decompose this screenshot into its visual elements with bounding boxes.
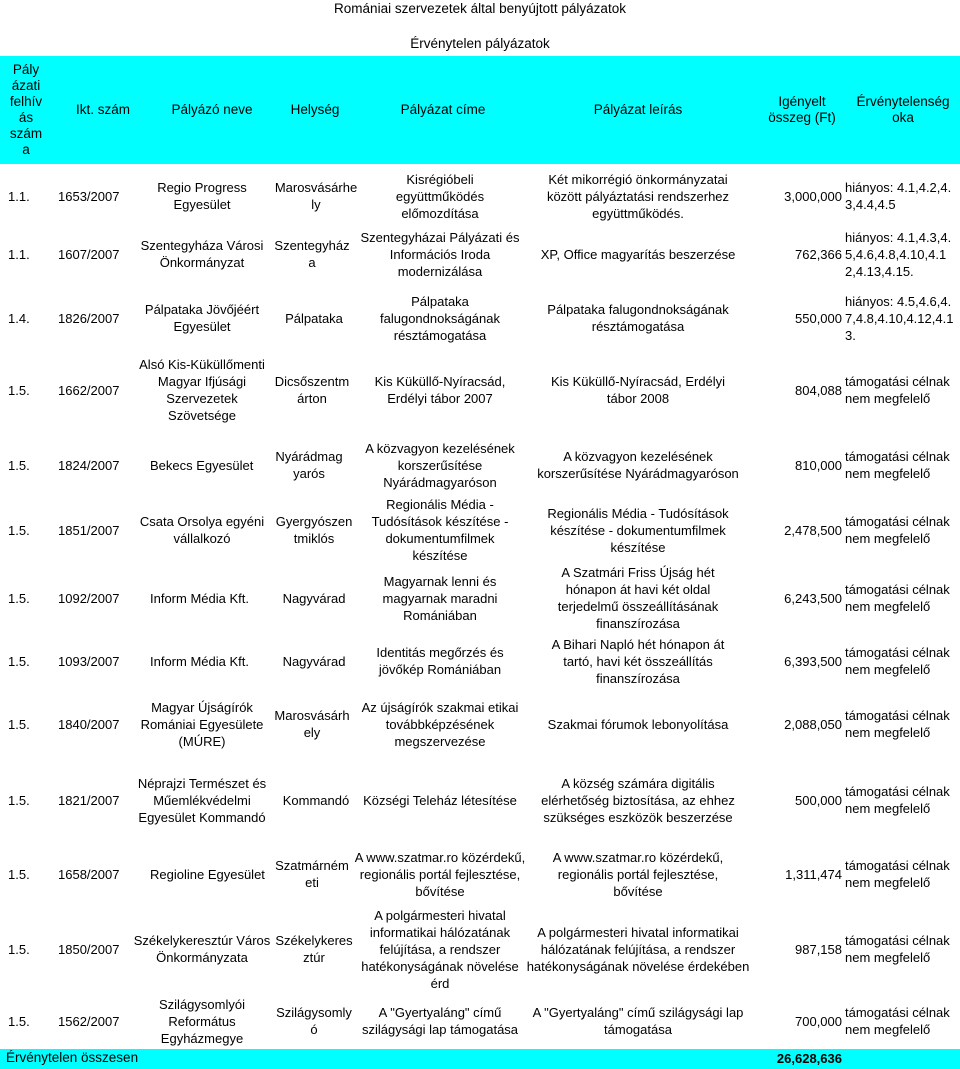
requested-amount-cell-text: 3,000,000 [784,188,842,204]
total-row [0,1049,960,1069]
table-row [0,906,960,992]
call-number-cell-text: 1.5. [8,590,30,606]
applicant-name-cell [150,634,274,688]
invalidity-reason-cell [845,762,957,838]
table-row [0,170,960,222]
place-cell-text: Gyergyószentmiklós [275,514,353,546]
call-number-cell-text: 1.5. [8,792,30,808]
project-title-cell-text: Pálpataka falugondnokságának résztámogatása [380,293,500,343]
applicant-name-cell-text: Inform Média Kft. [150,653,249,669]
project-desc-cell-text: XP, Office magyarítás beszerzése [540,246,736,262]
call-number-cell-text: 1.5. [8,382,30,398]
project-desc-cell-text: A közvagyon kezelésének korszerűsítése Nyárádmagyaróson [537,449,739,481]
project-title-cell-text: A www.szatmar.ro közérdekű, regionális portál fejlesztése, bővítése [354,849,526,899]
page-subtitle: Érvénytelen pályázatok [410,36,550,51]
place-cell-text: Szentegyháza [274,238,350,270]
project-desc-cell-text: Két mikorrégió önkormányzatai között pályáztatási rendszerhez együttműködés. [546,171,730,221]
project-title-cell-text: Identitás megőrzés és jövőkép Romániában [376,645,504,677]
place-cell-text: Székelykeresztúr [275,933,353,965]
project-desc-cell [538,566,738,630]
requested-amount-cell-text: 6,393,500 [784,653,842,669]
call-number-cell [8,225,58,283]
project-title-cell-text: Az újságírók szakmai etikai továbbképzésének megszervezése [361,699,519,749]
requested-amount-cell [746,906,842,992]
project-desc-cell-text: Szakmai fórumok lebonyolítása [547,716,729,732]
applicant-name-cell [132,225,272,283]
applicant-name-cell [150,566,274,630]
place-cell [274,496,354,564]
ikt-cell-text: 1653/2007 [58,188,120,204]
place-cell [274,566,354,630]
ikt-cell [58,496,128,564]
project-title-cell [354,694,526,754]
header-name: Pályázó neve [171,102,253,117]
invalidity-reason-cell [845,170,957,222]
requested-amount-cell [746,225,842,283]
requested-amount-cell [746,762,842,838]
ikt-cell [58,906,128,992]
project-desc-cell [538,286,738,350]
place-cell [274,225,350,283]
table-row [0,846,960,902]
requested-amount-cell-text: 700,000 [795,1013,842,1029]
place-cell-text: Szilágysomlyó [276,1005,352,1037]
invalidity-reason-cell [845,846,957,902]
invalidity-reason-cell [845,286,957,350]
table-row [0,225,960,283]
call-number-cell [8,566,58,630]
project-desc-cell-text: A Bihari Napló hét hónapon át tartó, havi két összeállítás finanszírozása [551,636,725,686]
project-title-cell [365,496,515,564]
project-title-cell-text: Községi Teleház létesítése [363,792,517,808]
place-cell-text: Pálpataka [285,310,343,326]
applicant-name-cell [132,352,272,428]
applicant-name-cell [132,496,272,564]
applicant-name-cell-text: Pálpataka Jövőjéért Egyesület [144,302,260,334]
call-number-cell-text: 1.5. [8,941,30,957]
total-amount: 26,628,636 [776,1051,842,1066]
place-cell-text: Nyárádmagyarós [275,449,343,481]
project-desc-cell [538,170,738,222]
requested-amount-cell [746,634,842,688]
project-desc-cell-text: A Szatmári Friss Újság hét hónapon át havi két oldal terjedelmű összeállításának finanszírozása [557,565,719,631]
project-desc-cell-text: A www.szatmar.ro közérdekű, regionális portál fejlesztése, bővítése [552,849,724,899]
place-cell [274,286,354,350]
requested-amount-cell [746,170,842,222]
place-cell-text: Dicsőszentmárton [274,374,350,406]
header-place: Helység [290,102,340,117]
project-title-cell [360,225,520,283]
table-header [0,56,960,164]
ikt-cell-text: 1562/2007 [58,1013,120,1029]
applicant-name-cell [132,170,272,222]
ikt-cell-text: 1607/2007 [58,246,120,262]
invalidity-reason-cell-text: hiányos: 4.1,4.2,4.3,4.4,4.5 [845,180,952,212]
ikt-cell [58,225,128,283]
ikt-cell-text: 1851/2007 [58,522,120,538]
header-desc: Pályázat leírás [593,102,683,117]
requested-amount-cell [746,846,842,902]
requested-amount-cell [746,994,842,1048]
invalidity-reason-cell-text: támogatási célnak nem megfelelő [845,514,950,546]
applicant-name-cell-text: Magyar Újságírók Romániai Egyesülete (MÚRE) [140,699,264,749]
call-number-cell [8,906,58,992]
invalidity-reason-cell-text: támogatási célnak nem megfelelő [845,449,950,481]
project-desc-cell-text: Kis Küküllő-Nyíracsád, Erdélyi tábor 2008 [550,374,726,406]
applicant-name-cell [132,286,272,350]
requested-amount-cell-text: 2,088,050 [784,716,842,732]
project-desc-cell [518,225,758,283]
table-row [0,694,960,754]
ikt-cell [58,352,128,428]
invalidity-reason-cell [845,994,957,1048]
requested-amount-cell-text: 810,000 [795,457,842,473]
applicant-name-cell [132,906,272,992]
place-cell [274,694,350,754]
place-cell-text: Marosvásárhely [274,708,350,740]
applicant-name-cell-text: Szilágysomlyói Református Egyházmegye [159,996,245,1046]
ikt-cell [58,170,128,222]
header-title: Pályázat címe [400,102,486,117]
invalidity-reason-cell-text: támogatási célnak nem megfelelő [845,1005,950,1037]
project-title-cell-text: A polgármesteri hivatal informatikai hálózatának felújítása, a rendszer hatékonyságának növelése érd [361,907,519,991]
call-number-cell [8,762,58,838]
ikt-cell-text: 1658/2007 [58,866,120,882]
requested-amount-cell-text: 1,311,474 [785,866,842,882]
call-number-cell-text: 1.5. [8,1013,30,1029]
project-title-cell [365,170,515,222]
project-desc-cell [538,496,738,564]
invalidity-reason-cell [845,352,957,428]
project-desc-cell [543,352,733,428]
invalidity-reason-cell-text: hiányos: 4.1,4.3,4.5,4.6,4.8,4.10,4.12,4.13,4.15. [845,229,952,279]
ikt-cell [58,436,128,494]
applicant-name-cell [132,694,272,754]
project-desc-cell-text: A polgármesteri hivatal informatikai hálózatának felújítása, a rendszer hatékonyságának növelése érdekében [526,924,750,974]
project-desc-cell [526,994,750,1048]
invalidity-reason-cell-text: hiányos: 4.5,4.6,4.7,4.8,4.10,4.12,4.13. [845,293,954,343]
applicant-name-cell-text: Csata Orsolya egyéni vállalkozó [139,514,265,546]
invalidity-reason-cell [845,496,957,564]
invalidity-reason-cell-text: támogatási célnak nem megfelelő [845,582,950,614]
table-row [0,496,960,564]
requested-amount-cell [746,286,842,350]
header-call-number: Pály ázati felhív ás szám a [9,62,43,157]
header-amount: Igényelt összeg (Ft) [768,94,836,125]
ikt-cell-text: 1662/2007 [58,382,120,398]
ikt-cell [58,634,128,688]
project-title-cell [360,566,520,630]
call-number-cell [8,170,58,222]
ikt-cell [58,286,128,350]
project-desc-cell [526,436,750,494]
project-title-cell [355,762,525,838]
ikt-cell-text: 1824/2007 [58,457,120,473]
place-cell-text: Szatmárnémeti [275,858,349,890]
ikt-cell-text: 1821/2007 [58,792,120,808]
project-desc-cell-text: A "Gyertyaláng" című szilágysági lap támogatása [532,1005,744,1037]
project-title-cell [354,994,526,1048]
place-cell-text: Nagyvárad [282,590,346,606]
place-cell [274,634,354,688]
header-reason: Érvénytelenség oka [856,94,950,125]
call-number-cell-text: 1.5. [8,716,30,732]
invalidity-reason-cell-text: támogatási célnak nem megfelelő [845,784,950,816]
place-cell [274,352,350,428]
project-title-cell [355,436,525,494]
table-row [0,286,960,350]
place-cell [274,994,354,1048]
project-title-cell [360,634,520,688]
requested-amount-cell-text: 762,366 [795,246,842,262]
applicant-name-cell-text: Inform Média Kft. [150,590,249,606]
project-title-cell [354,846,526,902]
project-title-cell-text: Kisrégióbeli együttműködés előmozdítása [395,171,485,221]
project-title-cell-text: A közvagyon kezelésének korszerűsítése Nyárádmagyaróson [365,440,515,490]
invalidity-reason-cell [845,225,957,283]
applicant-name-cell [150,846,274,902]
ikt-cell-text: 1092/2007 [58,590,120,606]
project-desc-cell-text: A község számára digitális elérhetőség biztosítása, az ehhez szükséges eszközök beszerzése [541,775,735,825]
ikt-cell [58,566,128,630]
place-cell [274,436,344,494]
requested-amount-cell-text: 550,000 [795,310,842,326]
ikt-cell [58,846,128,902]
table-row [0,634,960,688]
table-row [0,352,960,428]
project-desc-cell [526,906,750,992]
project-desc-cell [538,634,738,688]
applicant-name-cell-text: Bekecs Egyesület [150,457,254,473]
call-number-cell-text: 1.5. [8,457,30,473]
project-desc-cell [538,762,738,838]
call-number-cell-text: 1.1. [8,246,30,262]
invalidity-reason-cell-text: támogatási célnak nem megfelelő [845,708,950,740]
table-row [0,566,960,630]
call-number-cell-text: 1.4. [8,310,30,326]
ikt-cell [58,762,128,838]
project-desc-cell [526,694,750,754]
invalidity-reason-cell-text: támogatási célnak nem megfelelő [845,933,950,965]
project-title-cell [355,352,525,428]
place-cell-text: Marosvásárhely [274,180,358,212]
requested-amount-cell [746,566,842,630]
applicant-name-cell-text: Néprajzi Természet és Műemlékvédelmi Egyesület Kommandó [137,775,267,825]
call-number-cell [8,994,58,1048]
applicant-name-cell-text: Regioline Egyesület [150,866,265,882]
requested-amount-cell-text: 2,478,500 [784,522,842,538]
table-row [0,994,960,1048]
header-ikt: Ikt. szám [75,102,130,117]
project-title-cell-text: Regionális Média - Tudósítások készítése - dokumentumfilmek készítése [371,497,509,563]
invalidity-reason-cell [845,436,957,494]
table-row [0,762,960,838]
project-title-cell-text: Magyarnak lenni és magyarnak maradni Romániában [382,573,498,623]
applicant-name-cell [150,436,274,494]
place-cell [274,170,358,222]
place-cell [274,846,350,902]
call-number-cell-text: 1.5. [8,866,30,882]
requested-amount-cell-text: 6,243,500 [784,590,842,606]
applicant-name-cell-text: Szentegyháza Városi Önkormányzat [140,238,264,270]
place-cell [274,762,358,838]
project-title-cell-text: Kis Küküllő-Nyíracsád, Erdélyi tábor 2007 [374,374,506,406]
ikt-cell-text: 1840/2007 [58,716,120,732]
requested-amount-cell-text: 500,000 [795,792,842,808]
call-number-cell [8,352,58,428]
project-title-cell-text: Szentegyházai Pályázati és Információs Iroda modernizálása [360,229,520,279]
call-number-cell [8,846,58,902]
invalidity-reason-cell [845,634,957,688]
call-number-cell [8,634,58,688]
invalidity-reason-cell-text: támogatási célnak nem megfelelő [845,374,950,406]
invalidity-reason-cell [845,906,957,992]
ikt-cell-text: 1850/2007 [58,941,120,957]
requested-amount-cell [746,694,842,754]
project-desc-cell-text: Pálpataka falugondnokságának résztámogatása [547,302,729,334]
project-title-cell-text: A "Gyertyaláng" című szilágysági lap támogatása [361,1005,519,1037]
ikt-cell [58,694,128,754]
call-number-cell-text: 1.5. [8,522,30,538]
ikt-cell-text: 1826/2007 [58,310,120,326]
applicant-name-cell-text: Regio Progress Egyesület [157,180,247,212]
applicant-name-cell [132,762,272,838]
invalidity-reason-cell-text: támogatási célnak nem megfelelő [845,645,950,677]
call-number-cell-text: 1.1. [8,188,30,204]
requested-amount-cell-text: 987,158 [795,941,842,957]
table-row [0,436,960,494]
invalidity-reason-cell [845,694,957,754]
ikt-cell-text: 1093/2007 [58,653,120,669]
call-number-cell [8,694,58,754]
applicant-name-cell-text: Székelykeresztúr Város Önkormányzata [133,933,271,965]
requested-amount-cell-text: 804,088 [795,382,842,398]
project-title-cell [354,906,526,992]
call-number-cell-text: 1.5. [8,653,30,669]
applicant-name-cell [132,994,272,1048]
total-label: Érvénytelen összesen [6,1050,139,1065]
call-number-cell [8,286,58,350]
requested-amount-cell [746,496,842,564]
project-desc-cell [538,846,738,902]
call-number-cell [8,436,58,494]
project-desc-cell-text: Regionális Média - Tudósítások készítése - dokumentumfilmek készítése [547,505,729,555]
invalidity-reason-cell-text: támogatási célnak nem megfelelő [845,858,950,890]
page-title: Romániai szervezetek által benyújtott pályázatok [334,1,626,16]
place-cell-text: Nagyvárad [282,653,346,669]
place-cell [274,906,354,992]
place-cell-text: Kommandó [282,792,350,808]
ikt-cell [58,994,128,1048]
call-number-cell [8,496,58,564]
project-title-cell [360,286,520,350]
requested-amount-cell [746,352,842,428]
applicant-name-cell-text: Alsó Kis-Küküllőmenti Magyar Ifjúsági Szervezetek Szövetsége [139,357,265,423]
requested-amount-cell [746,436,842,494]
invalidity-reason-cell [845,566,957,630]
